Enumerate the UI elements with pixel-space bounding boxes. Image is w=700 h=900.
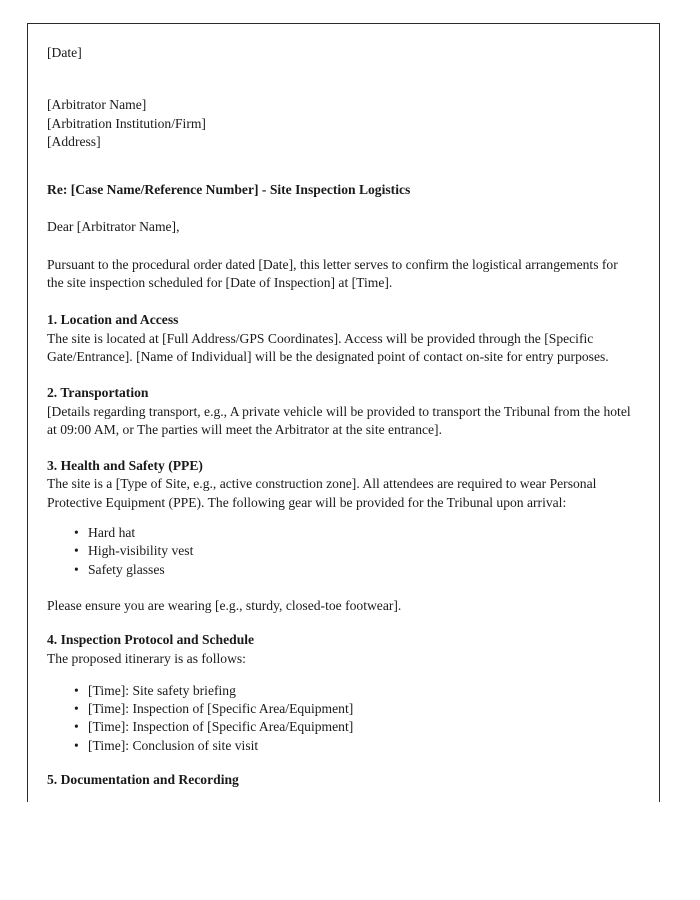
section-heading-1: 1. Location and Access — [47, 312, 179, 328]
document-page — [27, 23, 660, 802]
list-item — [47, 700, 633, 718]
list-item — [47, 561, 633, 579]
spacer-after-subject — [47, 199, 633, 218]
list-item — [47, 737, 633, 755]
ppe-gear-list — [47, 524, 633, 579]
spacer-after-itinerary-list — [47, 755, 633, 771]
bullet-icon: • — [74, 561, 79, 577]
recipient-institution: [Arbitration Institution/Firm] — [47, 115, 206, 131]
spacer-after-salutation — [47, 237, 633, 256]
list-item — [47, 718, 633, 736]
salutation: Dear [Arbitrator Name], — [47, 219, 180, 235]
document-body — [47, 44, 633, 789]
ppe-item-label: Safety glasses — [88, 561, 165, 577]
recipient-name: [Arbitrator Name] — [47, 97, 147, 113]
spacer-after-section-2 — [47, 439, 633, 457]
letter-date: [Date] — [47, 45, 82, 60]
spacer-after-section-1 — [47, 366, 633, 384]
ppe-item-label: Hard hat — [88, 525, 136, 541]
section-heading-5: 5. Documentation and Recording — [47, 772, 239, 788]
list-item — [47, 682, 633, 700]
section-heading-3: 3. Health and Safety (PPE) — [47, 458, 203, 474]
section-heading-4: 4. Inspection Protocol and Schedule — [47, 632, 255, 648]
itinerary-item-label: [Time]: Site safety briefing — [88, 682, 236, 698]
section-body-1: The site is located at [Full Address/GPS Coordinates]. Access will be provided through the [Specific Gate/Entrance]. [Name of Individual] will be the designated point of contact on-site for entry purposes. — [47, 330, 609, 364]
list-item — [47, 524, 633, 542]
ppe-item-label: High-visibility vest — [88, 543, 194, 559]
spacer-after-intro — [47, 292, 633, 311]
itinerary-item-label: [Time]: Inspection of [Specific Area/Equipment] — [88, 701, 354, 717]
itinerary-item-label: [Time]: Conclusion of site visit — [88, 737, 259, 753]
bullet-icon: • — [74, 737, 79, 753]
spacer-before-itinerary-list — [47, 668, 633, 682]
spacer-after-date — [47, 62, 633, 96]
itinerary-list — [47, 682, 633, 755]
bullet-icon: • — [74, 682, 79, 698]
footwear-note: Please ensure you are wearing [e.g., sturdy, closed-toe footwear]. — [47, 597, 402, 613]
list-item — [47, 542, 633, 560]
spacer-before-ppe-list — [47, 512, 633, 524]
subject-line: Re: [Case Name/Reference Number] - Site Inspection Logistics — [47, 182, 411, 198]
intro-paragraph: Pursuant to the procedural order dated [Date], this letter serves to confirm the logistical arrangements for the site inspection scheduled for [Date of Inspection] at [Time]. — [47, 256, 618, 291]
section-body-4: The proposed itinerary is as follows: — [47, 650, 246, 666]
bullet-icon: • — [74, 525, 79, 541]
spacer-before-footwear-note — [47, 579, 633, 597]
spacer-after-address — [47, 151, 633, 181]
section-body-3: The site is a [Type of Site, e.g., active construction zone]. All attendees are required to wear Personal Protective Equipment (PPE). The following gear will be provided for the Tribunal upon arrival: — [47, 476, 597, 510]
recipient-address: [Address] — [47, 133, 101, 149]
section-body-2: [Details regarding transport, e.g., A private vehicle will be provided to transport the Tribunal from the hotel at 09:00 AM, or The parties will meet the Arbitrator at the site entrance]. — [47, 403, 631, 437]
bullet-icon: • — [74, 719, 79, 735]
section-heading-2: 2. Transportation — [47, 385, 149, 401]
bullet-icon: • — [74, 701, 79, 717]
itinerary-item-label: [Time]: Inspection of [Specific Area/Equipment] — [88, 719, 354, 735]
bullet-icon: • — [74, 543, 79, 559]
spacer-after-footwear-note — [47, 615, 633, 631]
